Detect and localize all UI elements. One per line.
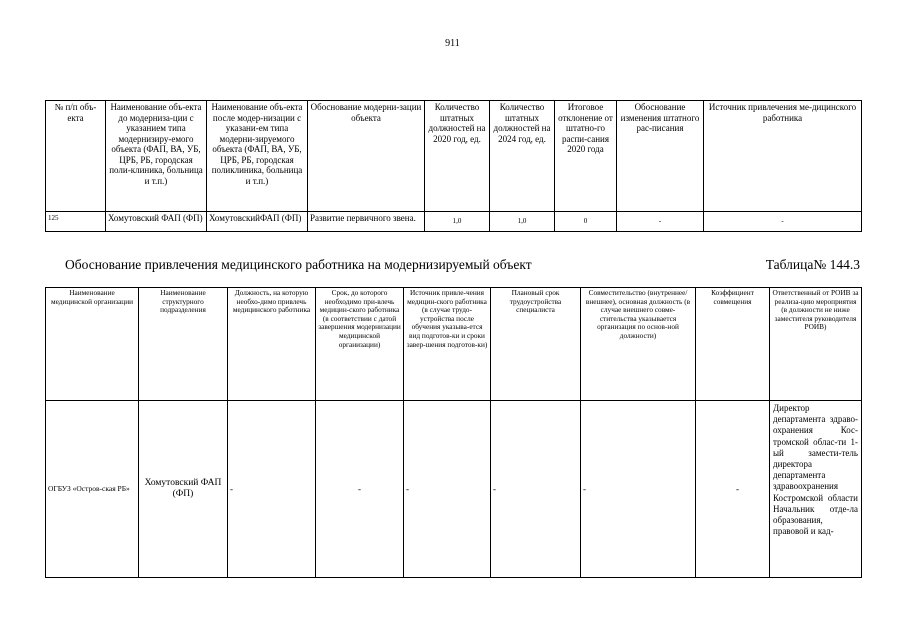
header-responsible: Ответственный от РОИВ за реализа-цию мероприятия (в должности не ниже заместителя руководителя РОИВ) bbox=[770, 288, 862, 401]
cell-modernization-reason: Развитие первичного звена. bbox=[308, 212, 425, 232]
staffing-table-header bbox=[46, 101, 862, 212]
header-object-number: № п/п объ-екта bbox=[46, 101, 106, 212]
header-change-reason: Обоснование изменения штатного рас-писания bbox=[617, 101, 704, 212]
header-worker-source: Источник привлечения ме-дицинского работника bbox=[704, 101, 862, 212]
header-count-2024: Количество штатных должностей на 2024 год, ед. bbox=[490, 101, 555, 212]
header-combination: Совместительство (внутреннее/внешнее), основная должность (в случае внешнего совме-стительства указывается организация по основ-ной должности) bbox=[581, 288, 696, 401]
page-number: 911 bbox=[445, 38, 460, 49]
recruitment-table-header bbox=[46, 288, 862, 401]
header-modernization-reason: Обоснование модерни-зации объекта bbox=[308, 101, 425, 212]
table-number: Таблица№ 144.3 bbox=[765, 257, 860, 272]
header-planned-date: Плановый срок трудоустройства специалиста bbox=[491, 288, 581, 401]
cell-coefficient: - bbox=[696, 401, 770, 578]
header-unit: Наименование структурного подразделения bbox=[139, 288, 228, 401]
header-count-2020: Количество штатных должностей на 2020 год, ед. bbox=[425, 101, 490, 212]
cell-source: - bbox=[404, 401, 491, 578]
cell-responsible: Директор департамента здраво-охранения Кос-тромской облас-ти 1-ый замести-тель директора департамента здравоохранения Костромской области Начальник отде-ла образования, правовой и кад- bbox=[770, 401, 862, 578]
header-position: Должность, на которую необхо-димо привлечь медицинского работника bbox=[228, 288, 316, 401]
cell-change-reason: - bbox=[617, 212, 704, 232]
cell-count-2020: 1,0 bbox=[425, 212, 490, 232]
table-row bbox=[46, 401, 862, 578]
header-object-before: Наименование объ-екта до модерниза-ции с указанием типа модернизиру-емого объекта (ФАП, ВА, УБ, ЦРБ, РБ, городская поли-клиника, больница и т.п.) bbox=[106, 101, 207, 212]
table-row bbox=[46, 212, 862, 232]
header-coefficient: Коэффициент совмещения bbox=[696, 288, 770, 401]
cell-organization: ОГБУЗ «Остров-ская РБ» bbox=[46, 401, 139, 578]
header-source: Источник привле-чения медицин-ского работника (в случае трудо-устройства после обучения указыва-ется вид подготов-ки и сроки завер-шения подготов-ки) bbox=[404, 288, 491, 401]
cell-deadline: - bbox=[316, 401, 404, 578]
cell-object-number: 125 bbox=[46, 212, 106, 232]
header-organization: Наименование медицинской организации bbox=[46, 288, 139, 401]
recruitment-table bbox=[45, 287, 862, 578]
header-deviation: Итоговое отклонение от штатно-го распи-сания 2020 года bbox=[555, 101, 617, 212]
cell-combination: - bbox=[581, 401, 696, 578]
staffing-table bbox=[45, 100, 862, 232]
cell-worker-source: - bbox=[704, 212, 862, 232]
cell-object-after: ХомутовскийФАП (ФП) bbox=[207, 212, 308, 232]
header-deadline: Срок, до которого необходимо при-влечь медицин-ского работника (в соответствии с датой завершения модернизации медицинской организации) bbox=[316, 288, 404, 401]
cell-count-2024: 1,0 bbox=[490, 212, 555, 232]
cell-unit: Хомутовский ФАП (ФП) bbox=[139, 401, 228, 578]
cell-position: - bbox=[228, 401, 316, 578]
cell-planned-date: - bbox=[491, 401, 581, 578]
section-title: Обоснование привлечения медицинского работника на модернизируемый объект bbox=[65, 257, 532, 272]
cell-object-before: Хомутовский ФАП (ФП) bbox=[106, 212, 207, 232]
header-object-after: Наименование объ-екта после модер-низации с указани-ем типа модерни-зируемого объекта (ФАП, ВА, УБ, ЦРБ, РБ, городская поликлиника, больница и т.п.) bbox=[207, 101, 308, 212]
cell-deviation: 0 bbox=[555, 212, 617, 232]
